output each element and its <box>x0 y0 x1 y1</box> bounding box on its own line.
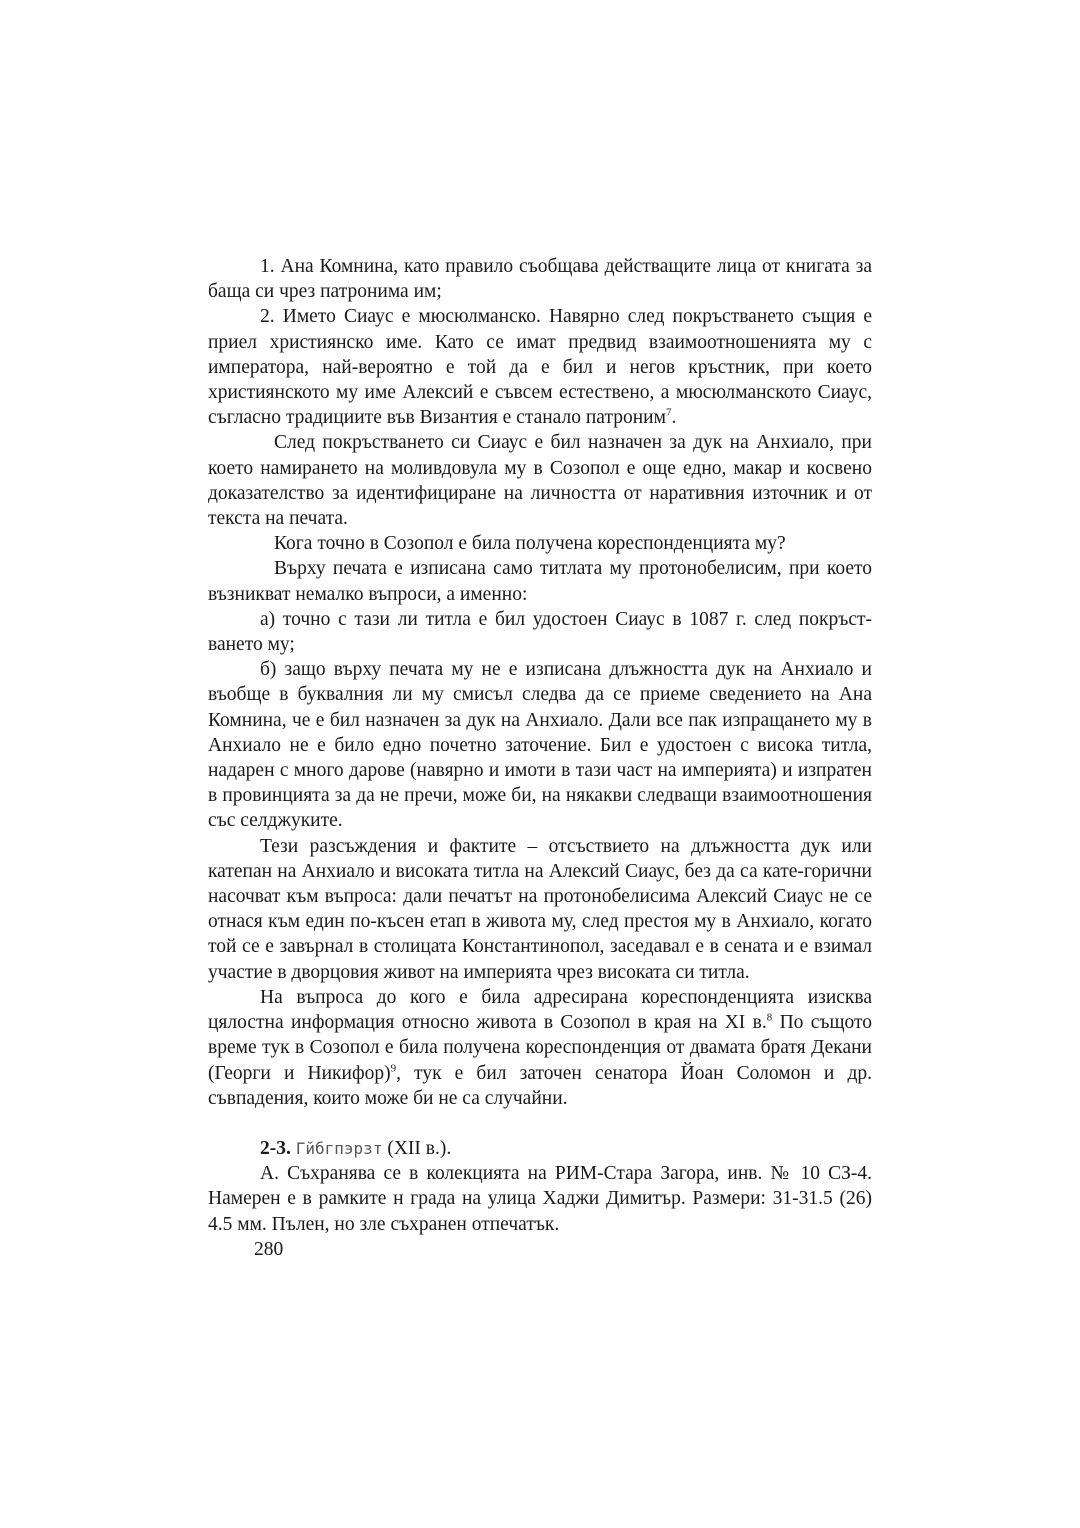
paragraph-2-text: 2. Името Сиаус е мюсюлманско. Навярно след покръстването същия е приел християнско име. Като се имат предвид взаимоотношенията му с императора, най-вероятно е той да е бил и негов кръстник, при което християнското му име Алексий е съвсем естествено, а мюсюлманското Сиаус, съгласно традициите във Византия е станало патроним <box>208 306 872 429</box>
page-number: 280 <box>254 1238 284 1260</box>
paragraph-2-end: . <box>671 407 677 429</box>
paragraph-7: б) защо върху печата му не е изписана длъжността дук на Анхиало и въобще в буквалния ли му смисъл следва да се приеме сведението на Ана Комнина, че е бил назначен за дук на Анхиало. Дали все пак изпращането му в Анхиало не е било едно почетно заточение. Бил е удостоен с висока титла, надарен с много дарове (навярно и имоти в тази част на империята) и изпратен в провинцията за да не пречи, може би, на някакви следващи взаимоотношения със селджуките. <box>208 659 872 832</box>
footnote-ref-9[interactable]: 9 <box>390 1062 397 1074</box>
paragraph-8: Тези разсъждения и фактите – отсъствието на длъжността дук или катепан на Анхиало и високата титла на Алексий Сиаус, без да са кате-горични насочват към въпроса: дали печатът на протонобелисима Алексий Сиаус не се отнася към един по-късен етап в живота му, след престоя му в Анхиало, когато той се е завърнал в столицата Константинопол, заседавал е в сената и е взимал участие в дворцовия живот на империята чрез високата си титла. <box>208 835 872 983</box>
section-heading <box>208 1136 872 1161</box>
paragraph-3: След покръстването си Сиаус е бил назначен за дук на Анхиало, при което намирането на моливдовула му в Созопол е още едно, макар и косвено доказателство за идентифициране на личността от наративния източник и от текста на печата. <box>208 432 872 530</box>
section-gap <box>208 1111 872 1136</box>
paragraph-5: Върху печата е изписана само титлата му протонобелисим, при което възникват немалко въпроси, а именно: <box>208 558 872 605</box>
paragraph-1: 1. Ана Комнина, като правило съобщава действащите лица от книгата за баща си чрез патронима им; <box>208 256 872 303</box>
section-number: 2-3. <box>260 1137 291 1159</box>
paragraph-4: Кога точно в Созопол е била получена кореспонденцията му? <box>274 533 786 555</box>
paragraph-9-text-c: , тук е бил заточен сенатора Йоан Соломон и др. съвпадения, които може би не са случайни. <box>208 1062 872 1109</box>
footnote-ref-8[interactable]: 8 <box>766 1011 773 1024</box>
paragraph-9-text-b: По същото време тук в Созопол е била получена кореспонденция от двамата братя Декани (Георги и Никифор) <box>208 1012 873 1084</box>
paragraph-10: А. Съхранява се в колекцията на РИМ-Стара Загора, инв. № 10 СЗ-4. Намерен е в рамките н града на улица Хаджи Димитър. Размери: 31-31.5 (26) 4.5 мм. Пълен, но зле съхранен отпечатък. <box>208 1163 872 1235</box>
footnote-ref-7[interactable]: 7 <box>665 406 672 419</box>
paragraph-2 <box>208 304 872 430</box>
page-body <box>208 254 872 1262</box>
paragraph-9-text-a: На въпроса до кого е била адресирана кореспонденцията изисква цялостна информация относно живота в Созопол в края на XI в. <box>208 986 872 1034</box>
paragraph-9 <box>208 985 872 1111</box>
section-garbled-title: Гйбгпэрзт <box>295 1138 383 1158</box>
section-century: (XII в.). <box>387 1137 452 1159</box>
paragraph-6: а) точно с тази ли титла е бил удостоен Сиаус в 1087 г. след покръст-ването му; <box>208 608 872 656</box>
